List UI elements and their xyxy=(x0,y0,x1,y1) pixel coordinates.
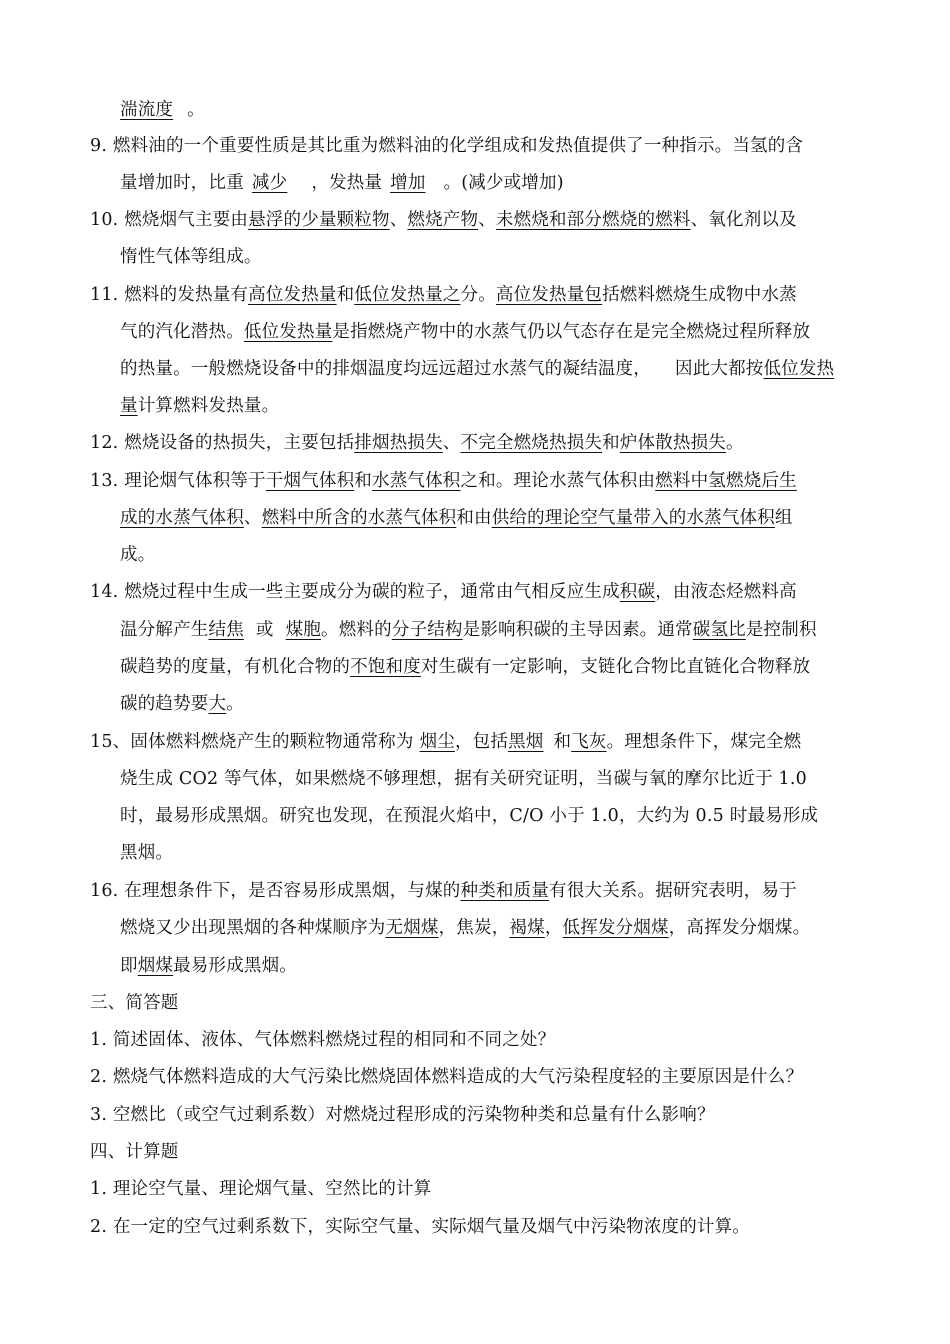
filled-blank: 飞灰 xyxy=(571,732,607,752)
text-fragment: 有很大关系。据研究表明，易于 xyxy=(549,881,797,901)
filled-blank: 不完全燃烧热损失 xyxy=(460,433,603,453)
text-fragment: 之和。理论水蒸气体积由 xyxy=(460,471,656,491)
filled-blank: 湍流度 xyxy=(120,100,174,120)
text-line xyxy=(120,165,564,201)
text-fragment: 成。 xyxy=(120,545,156,565)
filled-blank: 干烟气体积 xyxy=(265,471,355,491)
text-fragment: 惰性气体等组成。 xyxy=(120,247,262,267)
text-line xyxy=(90,1097,715,1133)
filled-blank: 结焦 xyxy=(208,620,244,640)
filled-blank: 分子结构 xyxy=(391,620,463,640)
text-fragment: 气的汽化潜热。 xyxy=(120,322,244,342)
text-fragment: 分。 xyxy=(460,285,496,305)
filled-blank: 高位发热量 xyxy=(248,285,337,305)
text-fragment: 。 xyxy=(187,100,205,120)
filled-blank: 低位发热量 xyxy=(243,322,333,342)
text-line xyxy=(90,574,797,610)
text-fragment: 和 xyxy=(336,285,355,305)
section-heading xyxy=(90,1134,179,1170)
text-fragment: 的热量。一般燃烧设备中的排烟温度均远远超过水蒸气的凝结温度， xyxy=(120,359,651,379)
filled-blank: 成的水蒸气体积 xyxy=(120,508,244,528)
filled-blank: 黑烟 xyxy=(508,732,544,752)
text-line xyxy=(90,202,797,238)
section-heading xyxy=(90,985,179,1021)
text-line xyxy=(120,239,262,275)
text-line xyxy=(90,463,797,499)
text-fragment: ， xyxy=(544,918,563,938)
text-line xyxy=(120,686,244,722)
filled-blank: 增加 xyxy=(390,173,426,193)
text-fragment: 3. 空燃比（或空气过剩系数）对燃烧过程形成的污染物种类和总量有什么影响？ xyxy=(90,1105,715,1125)
text-fragment: 和 xyxy=(602,433,620,453)
text-fragment: 碳趋势的度量，有机化合物的 xyxy=(120,657,351,677)
text-fragment: 是控制积 xyxy=(745,620,817,640)
text-fragment: 10. 燃烧烟气主要由 xyxy=(90,210,249,230)
filled-blank: 燃烧产物 xyxy=(407,210,479,230)
text-line xyxy=(90,1171,431,1207)
filled-blank: 烟煤 xyxy=(137,956,174,976)
text-fragment: ，发热量 xyxy=(311,173,383,193)
text-line xyxy=(120,761,807,797)
text-fragment: 、 xyxy=(389,210,408,230)
text-fragment: 即 xyxy=(120,956,138,976)
text-fragment: 。理想条件下，煤完全燃 xyxy=(606,732,802,752)
text-line xyxy=(90,128,803,164)
text-fragment: 燃烧又少出现黑烟的各种煤顺序为 xyxy=(120,918,386,938)
text-line xyxy=(120,948,297,984)
filled-blank: 碳氢比 xyxy=(692,620,746,640)
text-fragment: ，高挥发分烟煤。 xyxy=(668,918,811,938)
filled-blank: 炉体散热损失 xyxy=(619,433,727,453)
text-line xyxy=(90,425,744,461)
filled-blank: 积碳 xyxy=(619,582,656,602)
text-fragment: 温分解产生 xyxy=(120,620,209,640)
text-fragment: 因此大都按 xyxy=(675,359,764,379)
text-fragment: 烧生成 CO2 等气体，如果燃烧不够理想，据有关研究证明，当碳与氧的摩尔比近于 1.0 xyxy=(120,769,807,789)
filled-blank: 低挥发分烟煤 xyxy=(562,918,669,938)
text-fragment: 时，最易形成黑烟。研究也发现，在预混火焰中，C/O 小于 1.0，大约为 0.5 时最易形成 xyxy=(120,806,819,826)
filled-blank: 减少 xyxy=(251,173,288,193)
text-fragment: 括燃料燃烧生成物中水蒸 xyxy=(602,285,797,305)
text-fragment: 对生碳有一定影响，支链化合物比直链化合物释放 xyxy=(420,657,811,677)
text-line xyxy=(120,649,810,685)
text-fragment: 、 xyxy=(478,210,496,230)
text-fragment: 13. 理论烟气体积等于 xyxy=(90,471,266,491)
text-line xyxy=(90,724,801,760)
filled-blank: 烟尘 xyxy=(419,732,455,752)
filled-blank: 煤胞 xyxy=(285,620,322,640)
text-fragment: 、氧化剂以及 xyxy=(690,210,797,230)
text-fragment: 1. 理论空气量、理论烟气量、空然比的计算 xyxy=(90,1179,432,1199)
text-line xyxy=(120,92,205,128)
filled-blank: 燃料中氢燃烧后生 xyxy=(655,471,797,491)
filled-blank: 悬浮的少量颗粒物 xyxy=(248,210,390,230)
filled-blank: 大 xyxy=(208,694,227,714)
text-fragment: 和 xyxy=(354,471,372,491)
text-fragment: 三、简答题 xyxy=(90,993,179,1013)
text-fragment: 和 xyxy=(553,732,572,752)
text-line xyxy=(120,388,279,424)
text-fragment: 16. 在理想条件下，是否容易形成黑烟，与煤的 xyxy=(90,881,461,901)
text-fragment: 和由 xyxy=(456,508,492,528)
filled-blank: 未燃烧和部分燃烧的燃料 xyxy=(495,210,691,230)
text-fragment: 计算燃料发热量。 xyxy=(137,396,280,416)
text-fragment: 、 xyxy=(243,508,262,528)
text-fragment: 14. 燃烧过程中生成一些主要成分为碳的粒子，通常由气相反应生成 xyxy=(90,582,620,602)
filled-blank: 量 xyxy=(120,396,138,416)
filled-blank: 低位发热量之 xyxy=(354,285,461,305)
text-fragment: 是影响积碳的主导因素。通常 xyxy=(462,620,693,640)
text-fragment: 。(减少或增加) xyxy=(443,173,564,193)
text-line xyxy=(120,314,810,350)
filled-blank: 供给的理论空气量带入的水蒸气体积 xyxy=(491,508,775,528)
text-line xyxy=(120,351,834,387)
text-line xyxy=(90,277,797,313)
text-line xyxy=(120,910,810,946)
filled-blank: 低位发热 xyxy=(763,359,835,379)
text-fragment: 2. 在一定的空气过剩系数下，实际空气量、实际烟气量及烟气中污染物浓度的计算。 xyxy=(90,1217,751,1237)
text-fragment: ，焦炭， xyxy=(438,918,510,938)
text-fragment: 组 xyxy=(774,508,793,528)
text-fragment: 是指燃烧产物中的水蒸气仍以气态存在是完全燃烧过程所释放 xyxy=(332,322,811,342)
text-fragment: 、 xyxy=(442,433,461,453)
text-fragment: 量增加时，比重 xyxy=(120,173,244,193)
text-fragment: 最易形成黑烟。 xyxy=(173,956,298,976)
text-fragment: 12. 燃烧设备的热损失，主要包括 xyxy=(90,433,355,453)
filled-blank: 不饱和度 xyxy=(350,657,421,677)
text-fragment: 四、计算题 xyxy=(90,1142,179,1162)
filled-blank: 高位发热量包 xyxy=(495,285,603,305)
filled-blank: 种类和质量 xyxy=(460,881,549,901)
text-fragment: 2. 燃烧气体燃料造成的大气污染比燃烧固体燃料造成的大气污染程度轻的主要原因是什么？ xyxy=(90,1067,804,1087)
text-fragment: 碳的趋势要 xyxy=(120,694,209,714)
filled-blank: 无烟煤 xyxy=(385,918,439,938)
text-line xyxy=(90,1209,750,1245)
text-line xyxy=(120,612,817,648)
filled-blank: 排烟热损失 xyxy=(354,433,443,453)
text-fragment: 11. 燃料的发热量有 xyxy=(90,285,249,305)
text-fragment: 或 xyxy=(255,620,274,640)
text-fragment: 1. 简述固体、液体、气体燃料燃烧过程的相同和不同之处？ xyxy=(90,1030,556,1050)
text-line xyxy=(120,835,173,871)
text-fragment: ，包括 xyxy=(454,732,509,752)
text-fragment: 15、固体燃料燃烧产生的颗粒物通常称为 xyxy=(90,732,414,752)
text-fragment: 9. 燃料油的一个重要性质是其比重为燃料油的化学组成和发热值提供了一种指示。当氢的含 xyxy=(90,136,804,156)
text-fragment: 。 xyxy=(226,694,244,714)
filled-blank: 水蒸气体积 xyxy=(372,471,461,491)
text-fragment: ，由液态烃燃料高 xyxy=(655,582,797,602)
text-line xyxy=(120,537,155,573)
text-line xyxy=(90,1022,555,1058)
filled-blank: 燃料中所含的水蒸气体积 xyxy=(261,508,457,528)
text-fragment: 。燃料的 xyxy=(321,620,392,640)
text-fragment: 。 xyxy=(726,433,744,453)
text-line xyxy=(90,873,797,909)
text-line xyxy=(120,798,818,834)
text-line xyxy=(90,1059,803,1095)
filled-blank: 褐煤 xyxy=(509,918,545,938)
text-fragment: 黑烟。 xyxy=(120,843,174,863)
text-line xyxy=(120,500,793,536)
